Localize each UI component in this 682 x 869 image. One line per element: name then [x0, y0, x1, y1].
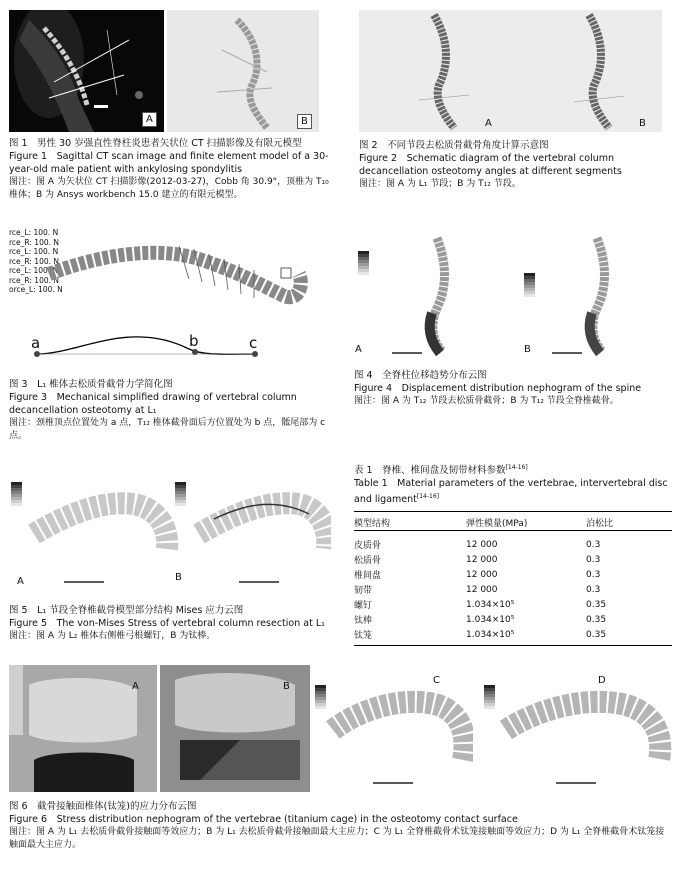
fig6-label-a: A [132, 681, 139, 692]
fig2-caption [359, 139, 664, 191]
table-row [354, 552, 672, 567]
table1 [354, 511, 672, 646]
table-cell: 0.35 [586, 614, 607, 625]
fig4-caption [354, 369, 669, 408]
fig6-note: 图注：图 A 为 L₁ 去松质骨截骨接触面等效应力；B 为 L₁ 去松质骨截骨接触面最大主应力；C 为 L₁ 全脊椎截骨术钛笼接触面等效应力；D 为 L₁ 全脊椎截骨术钛笼接触面最大主应力。 [9, 827, 665, 850]
fig1-panel-a [9, 10, 164, 132]
table-row [354, 567, 672, 582]
table1-title-en-ref: [14-16] [416, 493, 439, 501]
table-cell: 0.3 [586, 539, 601, 550]
table-header-row [354, 515, 672, 531]
fig3-caption-en: Figure 3 Mechanical simplified drawing of vertebral column decancellation osteotomy at L₁ [9, 392, 297, 416]
point-b: b [189, 332, 199, 350]
fig4-panels [352, 233, 672, 363]
force-label: rce_L: 100. N [9, 228, 59, 237]
fig4-caption-en: Figure 4 Displacement distribution nephogram of the spine [354, 383, 642, 394]
fig5-caption [9, 604, 331, 643]
fig6-caption-en: Figure 6 Stress distribution nephogram of the vertebrae (titanium cage) in the osteotomy contact surface [9, 814, 518, 825]
fig3-caption [9, 378, 329, 443]
ct-scan-image [9, 10, 164, 132]
table1-title-en [354, 477, 669, 506]
table-cell: 1.034×10⁵ [466, 614, 515, 625]
table-cell: 12 000 [466, 569, 498, 580]
titanium-cage-stress-c [313, 665, 473, 792]
table-cell: 12 000 [466, 554, 498, 565]
fig4-caption-zh: 图 4 全脊柱位移趋势分布云图 [354, 370, 487, 381]
table1-title-text: 表 1 脊椎、椎间盘及韧带材料参数 [354, 465, 506, 477]
fig6-panel-d [476, 665, 672, 792]
table-cell: 1.034×10⁵ [466, 599, 515, 610]
fig2-panels [359, 10, 662, 132]
table-cell: 松质骨 [354, 556, 382, 566]
fig6-caption [9, 800, 673, 852]
force-label: rce_L: 100. N [9, 266, 59, 275]
table-cell: 0.35 [586, 629, 607, 640]
fig6-panel-a [9, 665, 157, 792]
fig1-note: 图注：图 A 为矢状位 CT 扫描影像(2012-03-27)，Cobb 角 30.9°，顶椎为 T₁₀ 椎体；B 为 Ansys workbench 15.0 建立的有限元模型。 [9, 177, 329, 200]
fig6-label-c: C [433, 675, 440, 686]
table-cell: 0.3 [586, 554, 601, 565]
fig6-panel-b [160, 665, 310, 792]
table-row [354, 582, 672, 597]
force-label: rce_R: 100. N [9, 256, 59, 266]
table1-grid [354, 515, 672, 642]
fig5-note: 图注：图 A 为 L₂ 椎体右侧椎弓根螺钉，B 为钛棒。 [9, 631, 216, 641]
table1-title-ref: [14-16] [505, 464, 528, 471]
fig6-panel-c [313, 665, 473, 792]
fig1-caption-en: Figure 1 Sagittal CT scan image and finite element model of a 30-year-old male patient with ankylosing spondylitis [9, 151, 329, 175]
fig3-caption-zh: 图 3 L₁ 椎体去松质骨截骨力学简化图 [9, 379, 173, 390]
table-cell: 12 000 [466, 539, 498, 550]
fig1-label-b: B [297, 114, 312, 129]
fig5-panels [9, 464, 331, 592]
fig4-label-a: A [355, 344, 362, 355]
fig2-caption-en: Figure 2 Schematic diagram of the vertebral column decancellation osteotomy angles at different segments [359, 153, 622, 177]
table1-title-zh [354, 461, 669, 477]
table-row [354, 612, 672, 627]
fig4-label-b: B [524, 344, 531, 355]
osteotomy-angle-diagram [359, 10, 662, 132]
force-label: orce_L: 100. N [9, 285, 63, 294]
fig5-label-b: B [175, 572, 182, 583]
fig2-label-a: A [485, 118, 492, 129]
fig5-caption-en: Figure 5 The von-Mises Stress of vertebral column resection at L₁ [9, 618, 325, 629]
table-cell: 韧带 [354, 586, 373, 596]
table-row [354, 627, 672, 642]
table-cell: 皮质骨 [354, 541, 382, 551]
displacement-nephogram [352, 233, 672, 363]
fig2-caption-zh: 图 2 不同节段去松质骨截骨角度计算示意图 [359, 140, 549, 151]
fig6-caption-zh: 图 6 截骨接触面椎体(钛笼)的应力分布云图 [9, 801, 197, 812]
table-row [354, 597, 672, 612]
fig1-panel-b [167, 10, 319, 132]
table-cell: 0.3 [586, 584, 601, 595]
force-label: rce_R: 100. N [9, 275, 59, 285]
fig6-label-b: B [283, 681, 290, 692]
table-header: 弹性模量(MPa) [466, 519, 528, 529]
table1-title-en-text: Table 1 Material parameters of the vertebrae, intervertebral disc and ligament [354, 478, 668, 506]
table-row [354, 531, 672, 553]
table-cell: 钛棒 [354, 616, 373, 626]
table-header: 模型结构 [354, 519, 391, 529]
table-cell: 12 000 [466, 584, 498, 595]
fig2-note: 图注：图 A 为 L₁ 节段；B 为 T₁₂ 节段。 [359, 179, 521, 189]
point-c: c [249, 334, 258, 352]
table-cell: 螺钉 [354, 601, 373, 611]
table-cell: 钛笼 [354, 631, 373, 641]
titanium-cage-stress-d [476, 665, 672, 792]
fig2-label-b: B [639, 118, 646, 129]
table-header: 泊松比 [586, 519, 614, 529]
table-cell: 0.3 [586, 569, 601, 580]
table-cell: 0.35 [586, 599, 607, 610]
table-cell: 1.034×10⁵ [466, 629, 515, 640]
table-cell: 椎间盘 [354, 571, 382, 581]
point-a: a [31, 334, 41, 352]
fig5-label-a: A [17, 576, 24, 587]
fig4-note: 图注：图 A 为 T₁₂ 节段去松质骨截骨；B 为 T₁₂ 节段全脊椎截骨。 [354, 396, 619, 406]
force-label: rce_R: 100. N [9, 237, 59, 247]
fig3-note: 图注：颈椎顶点位置处为 a 点，T₁₂ 椎体截骨面后方位置处为 b 点，骶尾部为 c 点。 [9, 418, 326, 441]
fig5-caption-zh: 图 5 L₁ 节段全脊椎截骨模型部分结构 Mises 应力云图 [9, 605, 244, 616]
force-label: rce_L: 100. N [9, 247, 59, 256]
fig6-label-d: D [598, 675, 606, 686]
fig1-caption [9, 137, 329, 202]
von-mises-stress-nephogram [9, 464, 331, 592]
table1-title [354, 461, 669, 506]
fig1-caption-zh: 图 1 男性 30 岁强直性脊柱炎患者矢状位 CT 扫描影像及有限元模型 [9, 138, 302, 149]
spine-force-model [9, 224, 329, 362]
fig1-label-a: A [142, 112, 157, 127]
fig3-panel [9, 224, 329, 362]
